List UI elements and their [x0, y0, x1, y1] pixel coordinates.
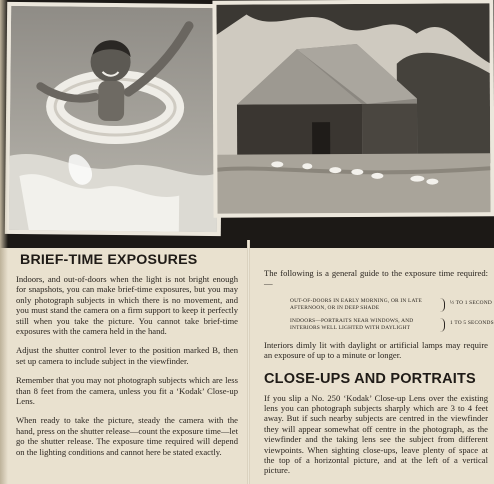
right-column	[264, 268, 494, 484]
left-column	[16, 252, 238, 466]
brace	[440, 318, 445, 332]
guide-condition: OUT-OF-DOORS IN EARLY MORNING, OR IN LATE AFTERNOON, OR IN DEEP SHADE	[290, 297, 422, 311]
guide-time: 1 TO 5 SECONDS	[450, 319, 494, 326]
close-ups-heading: CLOSE-UPS AND PORTRAITS	[264, 370, 476, 387]
brief-time-heading: BRIEF-TIME EXPOSURES	[20, 252, 198, 268]
brace	[440, 298, 445, 312]
exposure-guide	[290, 297, 494, 332]
page-fold	[247, 240, 250, 484]
photo-swimmer	[5, 2, 223, 236]
close-ups-paragraph: If you slip a No. 250 ‘Kodak’ Close-up Lens over the existing lens you can photograph subjects sharply which are 3 to 4 feet away. But if such nearby subjects are centred in the viewfinder they will appear somewhat off centre in the photograph, as the viewfinder and the taking lens see the subject from different viewpoints. When sighting close-ups, leave plenty of space at the top of a horizontal picture, and at the left of a vertical picture.	[264, 392, 488, 476]
left-paragraph: Indoors, and out-of-doors when the light is not bright enough for snapshots, you can make brief-time exposures, but you may only photograph subjects in which there is no movement, and you must stand the camera on a firm support to keep it perfectly still when you take the picture. You cannot take brief-time exposures with the camera held in the hand.	[16, 274, 238, 337]
left-paragraph: Adjust the shutter control lever to the position marked B, then set up camera to include subject in the viewfinder.	[16, 345, 238, 366]
left-paragraph: Remember that you may not photograph subjects which are less than 8 feet from the camera, unless you fit a ‘Kodak’ Close-up Lens.	[16, 375, 238, 407]
swimmer-image	[9, 6, 219, 232]
farmhouse-image	[216, 3, 490, 213]
left-paragraph: When ready to take the picture, steady the camera with the hand, press on the shutter release—count the exposure time—let go the shutter release. The exposure time required will depend on the lighting conditions and cannot here be stated exactly.	[16, 415, 238, 457]
guide-condition: INDOORS—PORTRAITS NEAR WINDOWS, AND INTERIORS WELL LIGHTED WITH DAYLIGHT	[290, 317, 414, 331]
guide-intro: The following is a general guide to the exposure time required:—	[264, 268, 488, 289]
page-edge-shadow	[0, 0, 8, 484]
guide-row	[290, 317, 494, 332]
guide-time: ½ TO 1 SECOND	[450, 299, 492, 306]
guide-row	[290, 297, 492, 312]
interiors-note: Interiors dimly lit with daylight or artificial lamps may require an exposure of up to a minute or longer.	[264, 339, 488, 361]
photo-farmhouse	[212, 0, 494, 218]
